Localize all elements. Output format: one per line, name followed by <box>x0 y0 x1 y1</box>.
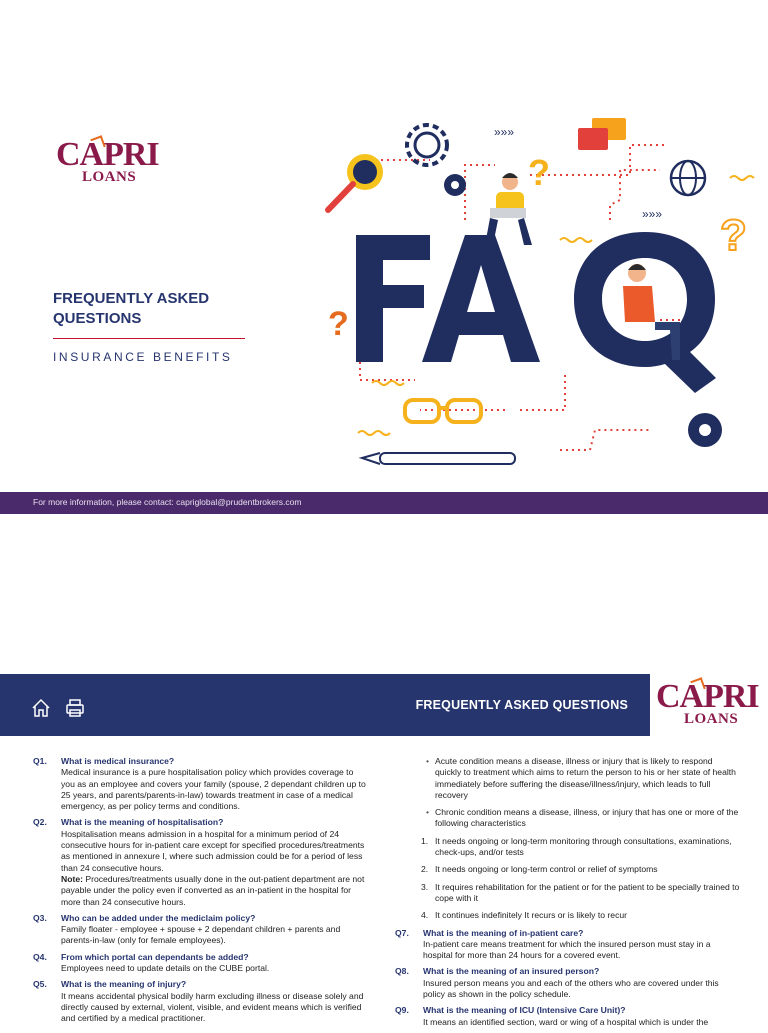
question-text: What is the meaning of injury? <box>61 979 187 990</box>
person-laptop-icon <box>485 173 532 245</box>
print-icon[interactable] <box>65 698 85 718</box>
faq-item <box>395 966 740 1000</box>
cover-title: FREQUENTLY ASKED QUESTIONS <box>53 290 210 327</box>
faq-header-bar <box>0 674 650 736</box>
bullet-dot: • <box>426 756 430 766</box>
item-text: It requires rehabilitation for the patient or for the patient to be specially trained to cope with it <box>435 881 740 903</box>
svg-text:»»»: »»» <box>494 125 515 139</box>
svg-text:?: ? <box>328 305 349 343</box>
bullet-text: Acute condition means a disease, illness or injury that is likely to respond quickly to treatment which aims to return the person to his or her state of health immediately before suffering the disease/illness/injury, which leads to full recovery <box>435 756 736 800</box>
note-text: Procedures/treatments usually done in the out-patient department are not payable under the policy even if converted as an in-patient in the hospital for more than 24 consecutive hours. <box>61 873 365 907</box>
logo-main-text: CAPRI <box>656 678 759 715</box>
gear-small-icon <box>444 174 466 196</box>
contact-text: For more information, please contact: capriglobal@prudentbrokers.com <box>33 497 302 507</box>
item-number: 2. <box>421 864 429 875</box>
faq-item <box>395 928 740 962</box>
faq-item <box>33 913 368 947</box>
question-text: What is the meaning of an insured person? <box>423 966 600 977</box>
cover-subtitle: INSURANCE BENEFITS <box>53 350 233 364</box>
faq-left-column <box>33 756 368 1030</box>
item-text: It needs ongoing or long-term monitoring through consultations, examinations, check-ups, and/or tests <box>435 835 732 858</box>
faq-item <box>33 756 368 812</box>
faq-item <box>395 1005 740 1028</box>
question-text: What is the meaning of ICU (Intensive Care Unit)? <box>423 1005 626 1016</box>
answer-text: In-patient care means treatment for which the insured person must stay in a hospital for more than 24 hours for a covered event. <box>423 938 711 961</box>
question-number: Q5. <box>33 979 47 990</box>
bullet-item <box>395 807 740 830</box>
faq-right-column <box>395 756 740 1033</box>
item-number: 4. <box>421 910 429 921</box>
gear-bottom-icon <box>688 413 722 447</box>
answer-note <box>61 874 368 908</box>
item-text: It needs ongoing or long-term control or relief of symptoms <box>435 864 658 875</box>
numbered-item <box>395 836 740 859</box>
svg-text:»»»: »»» <box>642 207 663 221</box>
answer-text: Family floater - employee + spouse + 2 dependant children + parents and parents-in-law (only for female employees). <box>61 924 341 946</box>
question-number: Q7. <box>395 927 409 938</box>
question-text: What is the meaning of in-patient care? <box>423 927 584 938</box>
answer-text: Medical insurance is a pure hospitalisation policy which provides coverage to you as an employee and covers your family (spouse, 2 dependant children up to 25 years, and parents/parents-in-law) towards treatment in case of a medical emergency, as per policy terms and conditions. <box>61 767 366 812</box>
numbered-item <box>395 864 740 875</box>
question-number: Q9. <box>395 1005 409 1016</box>
numbered-item <box>395 910 740 921</box>
item-text: It continues indefinitely It recurs or is likely to recur <box>435 910 628 921</box>
bullet-text: Chronic condition means a disease, illness, or injury that has one or more of the following characteristics <box>435 807 739 829</box>
answer-text: Insured person means you and each of the others who are covered under this policy as shown in the policy schedule. <box>423 977 719 1000</box>
faq-item <box>33 817 368 907</box>
question-number: Q4. <box>33 951 47 962</box>
logo-sub-text: LOANS <box>684 711 739 727</box>
question-text: What is medical insurance? <box>61 756 175 766</box>
header-logo-area <box>650 674 768 736</box>
bullet-dot: • <box>426 807 430 818</box>
magnifier-icon <box>328 154 383 210</box>
question-number: Q1. <box>33 756 47 766</box>
header-title: FREQUENTLY ASKED QUESTIONS <box>415 698 628 712</box>
answer-text: It means an identified section, ward or wing of a hospital which is under the <box>423 1016 709 1027</box>
globe-icon <box>671 161 705 195</box>
cover-page <box>0 0 768 514</box>
faq-illustration <box>320 110 760 470</box>
svg-text:?: ? <box>720 211 747 260</box>
item-number: 3. <box>421 881 429 892</box>
question-text: From which portal can dependants be added? <box>61 951 249 962</box>
pen-icon <box>362 453 515 464</box>
answer-text: Employees need to update details on the CUBE portal. <box>61 963 270 974</box>
logo-sub-text: LOANS <box>82 169 137 185</box>
faq-item <box>33 952 368 975</box>
question-number: Q2. <box>33 817 47 828</box>
numbered-item <box>395 882 740 905</box>
bullet-item <box>395 756 740 801</box>
capri-loans-logo-header <box>656 678 759 727</box>
note-label: Note: <box>61 873 83 884</box>
contact-bar <box>0 492 768 514</box>
capri-loans-logo <box>56 136 159 185</box>
logo-main-text: CAPRI <box>56 136 159 173</box>
answer-text: Hospitalisation means admission in a hospital for a minimum period of 24 consecutive hours for in-patient care except for specified procedures/treatments as mentioned in annexure I, where such admission could be for a period of less than 24 consecutive hours. <box>61 828 365 873</box>
chat-icon <box>578 118 626 150</box>
question-text: Who can be added under the mediclaim policy? <box>61 912 256 923</box>
item-number: 1. <box>421 835 429 846</box>
question-number: Q8. <box>395 966 409 977</box>
question-text: What is the meaning of hospitalisation? <box>61 817 224 828</box>
title-divider <box>53 338 245 339</box>
answer-text: It means accidental physical bodily harm excluding illness or disease solely and directly caused by external, violent, visible, and evident means which is verified and certified by a medical practitioner. <box>61 990 364 1024</box>
faq-item <box>33 979 368 1024</box>
home-icon[interactable] <box>31 698 51 718</box>
svg-text:?: ? <box>528 152 550 193</box>
question-number: Q3. <box>33 912 47 923</box>
